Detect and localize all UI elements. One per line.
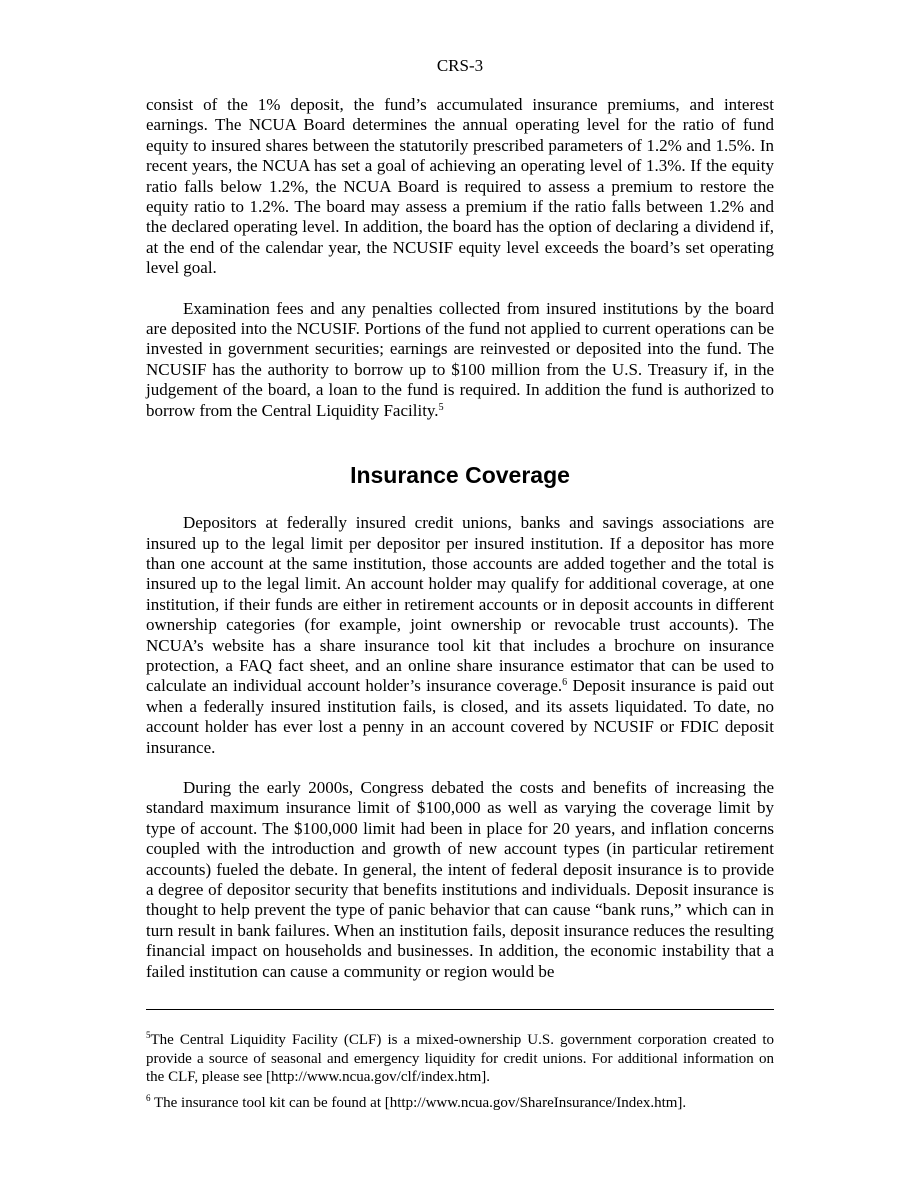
footnote-text: The insurance tool kit can be found at [http://www.ncua.gov/ShareInsurance/Index.htm]. [150, 1094, 687, 1111]
paragraph-text: Depositors at federally insured credit unions, banks and savings associations are insured up to the legal limit per depositor per insured institution. If a depositor has more than one account at the same institution, those accounts are added together and the total is insured up to the legal limit. An account holder may qualify for additional coverage, at one institution, if their funds are either in retirement accounts or in deposit accounts in different ownership categories (for example, joint ownership or revocable trust accounts). The NCUA’s website has a share insurance tool kit that includes a brochure on insurance protection, a FAQ fact sheet, and an online share insurance estimator that can be used to calculate an individual account holder’s insurance coverage. [146, 513, 774, 696]
paragraph-fund-equity [146, 95, 774, 279]
footnote-ref-5[interactable]: 5 [438, 401, 444, 413]
section-heading: Insurance Coverage [350, 462, 570, 489]
paragraph-early-2000s [146, 778, 774, 982]
footnote-text: The Central Liquidity Facility (CLF) is a mixed-ownership U.S. government corporation created to provide a source of seasonal and emergency liquidity for credit unions. For additional information on the CLF, please see [http://www.ncua.gov/clf/index.htm]. [146, 1032, 774, 1085]
paragraph-text: During the early 2000s, Congress debated the costs and benefits of increasing the standard maximum insurance limit of $100,000 as well as varying the coverage limit by type of account. The $100,000 limit had been in place for 20 years, and inflation concerns coupled with the introduction and growth of new account types (in particular retirement accounts) fueled the debate. In general, the intent of federal deposit insurance is to provide a degree of depositor security that benefits institutions and individuals. Deposit insurance is thought to help prevent the type of panic behavior that can cause “bank runs,” which can in turn result in bank failures. When an institution fails, deposit insurance reduces the resulting financial impact on households and businesses. In addition, the economic instability that a failed institution can cause a community or region would be [146, 777, 774, 981]
footnote-ref-6[interactable]: 6 [562, 677, 568, 689]
footnotes [146, 1031, 774, 1112]
footnote-mark: 5 [146, 1030, 151, 1040]
page-number-header: CRS-3 [436, 56, 484, 75]
body-text [146, 95, 774, 982]
paragraph-examination-fees [146, 299, 774, 421]
paragraph-text-continued: Deposit insurance is paid out when a federally insured institution fails, is closed, and its assets liquidated. To date, no account holder has ever lost a penny in an account covered by NCUSIF or FDIC deposit insurance. [146, 676, 774, 757]
footnote-5 [146, 1031, 774, 1087]
footnote-mark: 6 [146, 1092, 151, 1103]
paragraph-text: consist of the 1% deposit, the fund’s accumulated insurance premiums, and interest earnings. The NCUA Board determines the annual operating level for the ratio of fund equity to insured shares between the statutorily prescribed parameters of 1.2% and 1.5%. In recent years, the NCUA has set a goal of achieving an operating level of 1.3%. If the equity ratio falls below 1.2%, the NCUA Board is required to assess a premium to restore the equity ratio to 1.2%. The board may assess a premium if the ratio falls between 1.2% and the declared operating level. In addition, the board has the option of declaring a dividend if, at the end of the calendar year, the NCUSIF equity level exceeds the board’s set operating level goal. [146, 95, 774, 278]
footnote-divider [146, 1009, 774, 1010]
paragraph-depositors [146, 513, 774, 758]
footnote-6 [146, 1094, 774, 1113]
paragraph-text: Examination fees and any penalties collected from insured institutions by the board are deposited into the NCUSIF. Portions of the fund not applied to current operations can be invested in government securities; earnings are reinvested or deposited into the fund. The NCUSIF has the authority to borrow up to $100 million from the U.S. Treasury if, in the judgement of the board, a loan to the fund is required. In addition the fund is authorized to borrow from the Central Liquidity Facility. [146, 298, 774, 420]
